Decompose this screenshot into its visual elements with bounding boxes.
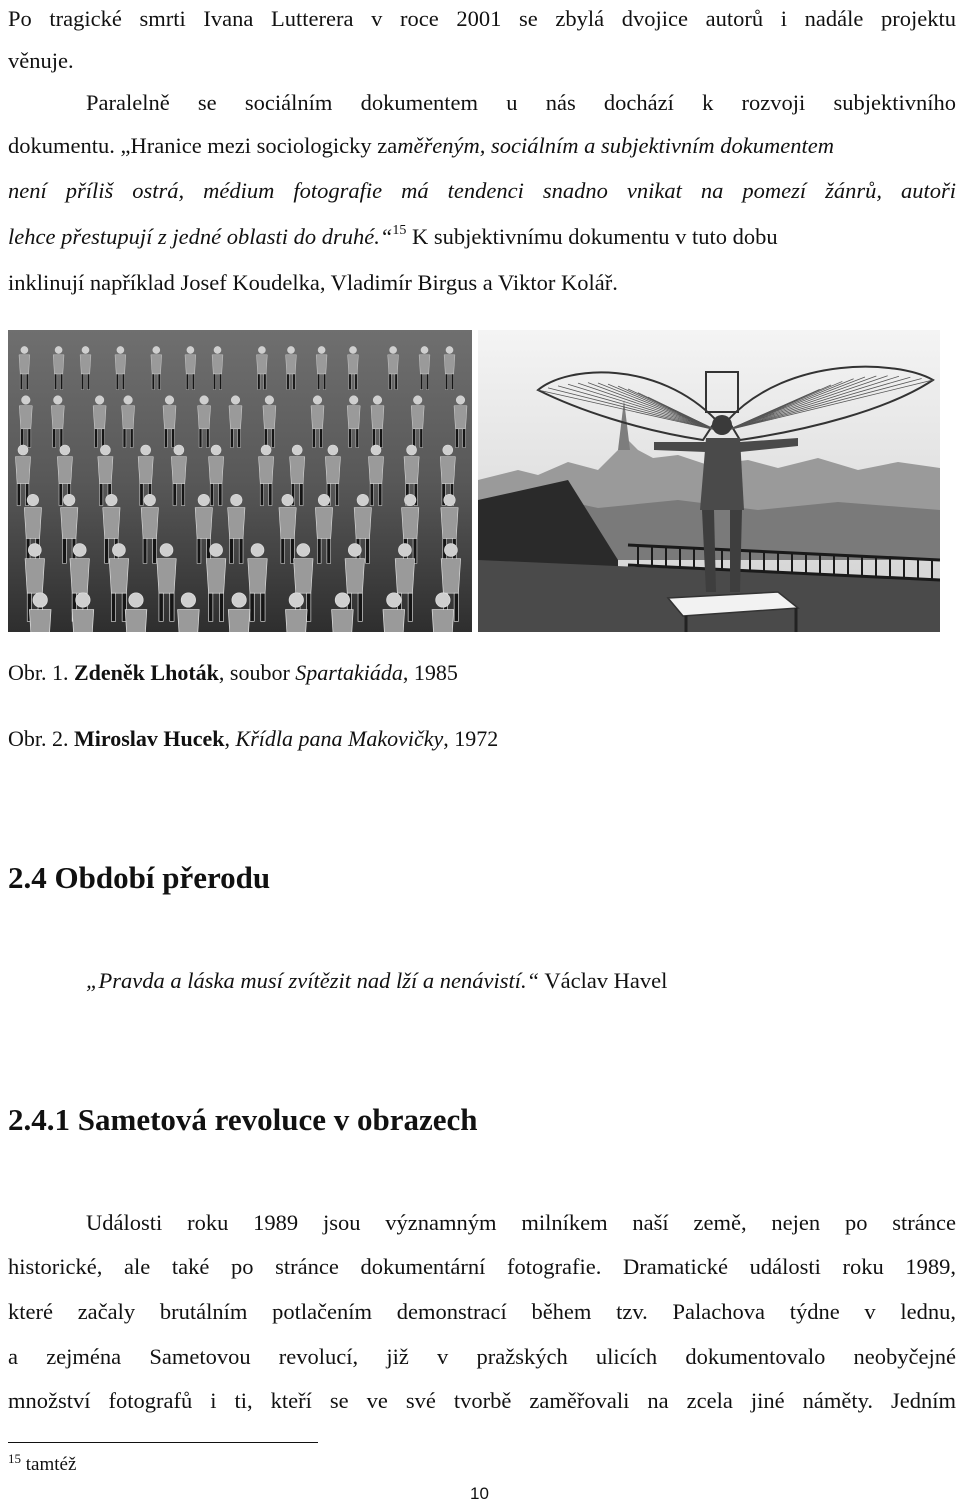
para1-line2: věnuje. [8, 48, 74, 73]
caption-fig2-year: , 1972 [443, 726, 499, 751]
body-line-2: historické, ale také po stránce dokumentární fotografie. Dramatické události roku 1989, [8, 1254, 956, 1279]
caption-fig1-author: Zdeněk Lhoták [74, 660, 219, 685]
photo-spartakiada-svg [8, 330, 472, 632]
body-line-3: které začaly brutálním potlačením demonstrací během tzv. Palachova týdne v lednu, [8, 1299, 956, 1324]
para2-line1: Paralelně se sociálním dokumentem u nás dochází k rozvoji subjektivního [86, 90, 956, 115]
para2-line2-italic: měřeným, sociálním a subjektivním dokumentem [397, 133, 835, 158]
para2-line2-plain: dokumentu. „Hranice mezi sociologicky za [8, 133, 398, 158]
caption-fig1 [8, 659, 458, 687]
caption-fig1-work: Spartakiáda [295, 660, 403, 685]
section-quote [86, 966, 956, 996]
caption-fig2-work: Křídla pana Makovičky [235, 726, 444, 751]
para2-line3: není příliš ostrá, médium fotografie má tendenci snadno vnikat na pomezí žánrů, autoři [8, 178, 956, 203]
caption-fig1-mid: , soubor [218, 660, 296, 685]
photo-kridla-svg [478, 330, 940, 632]
body-line-4: a zejména Sametovou revolucí, již v pražských ulicích dokumentovalo neobyčejné [8, 1344, 956, 1369]
photo-kridla [478, 330, 940, 632]
caption-fig2 [8, 725, 498, 753]
footnote-text: tamtéž [25, 1454, 77, 1475]
body-line-5: množství fotografů i ti, kteří se ve své tvorbě zaměřovali na zcela jiné náměty. Jedním [8, 1388, 956, 1413]
caption-fig1-year: , 1985 [402, 660, 458, 685]
page-number: 10 [470, 1484, 489, 1503]
para2-line2 [8, 131, 956, 161]
caption-fig1-prefix: Obr. 1. [8, 660, 74, 685]
para1-line1: Po tragické smrti Ivana Lutterera v roce 2001 se zbylá dvojice autorů i nadále projektu [8, 6, 956, 31]
para2-line4-plain: K subjektivnímu dokumentu v tuto dobu [406, 224, 778, 249]
subsection-heading: 2.4.1 Sametová revoluce v obrazech [8, 1102, 478, 1137]
body-line-1: Události roku 1989 jsou významným milníkem naší země, nejen po stránce [86, 1210, 956, 1235]
para2-line4-italic: lehce přestupují z jedné oblasti do druhé.“ [8, 224, 393, 249]
quote-text: „Pravda a láska musí zvítězit nad lží a nenávistí.“ [86, 968, 540, 993]
footnote-number: 15 [8, 1451, 21, 1466]
footnote-separator [8, 1442, 318, 1443]
photo-spartakiada [8, 330, 472, 632]
para2-line5: inklinují například Josef Koudelka, Vladimír Birgus a Viktor Kolář. [8, 270, 618, 295]
caption-fig2-mid: , [224, 726, 236, 751]
quote-author: Václav Havel [539, 968, 668, 993]
footnote-ref[interactable]: 15 [392, 223, 407, 238]
section-heading: 2.4 Období přerodu [8, 860, 271, 895]
para2-line4 [8, 222, 956, 256]
footnote [8, 1451, 77, 1476]
caption-fig2-prefix: Obr. 2. [8, 726, 74, 751]
caption-fig2-author: Miroslav Hucek [74, 726, 225, 751]
